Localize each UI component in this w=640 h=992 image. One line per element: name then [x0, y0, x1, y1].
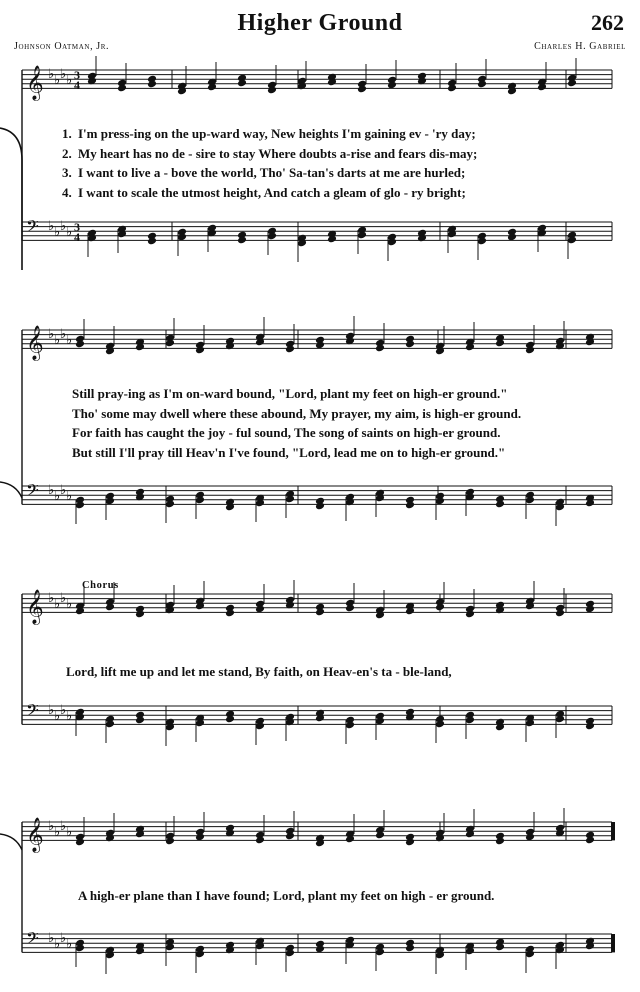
flat-icon: ♭: [60, 67, 67, 82]
flat-icon: ♭: [66, 73, 73, 88]
verses-first-lines: [62, 124, 477, 202]
flat-icon: ♭: [66, 333, 73, 348]
treble-clef-icon: 𝄞: [26, 65, 44, 101]
flat-icon: ♭: [66, 937, 73, 952]
composer-credit: Charles H. Gabriel: [534, 41, 626, 52]
time-signature-bottom: 4: [74, 78, 80, 92]
bass-clef-icon: 𝄢: [26, 480, 39, 504]
flat-icon: ♭: [66, 489, 73, 504]
chorus-label: Chorus: [82, 580, 119, 591]
hymn-number: 262: [591, 10, 624, 35]
flat-icon: ♭: [48, 819, 55, 834]
flat-icon: ♭: [60, 483, 67, 498]
treble-clef-icon: 𝄞: [26, 325, 44, 361]
flat-icon: ♭: [66, 225, 73, 240]
flat-icon: ♭: [48, 219, 55, 234]
flat-icon: ♭: [54, 825, 61, 840]
flat-icon: ♭: [60, 819, 67, 834]
flat-icon: ♭: [48, 483, 55, 498]
flat-icon: ♭: [66, 597, 73, 612]
final-barline: [611, 934, 615, 952]
flat-icon: ♭: [66, 825, 73, 840]
verses-second-lines: [72, 384, 521, 462]
flat-icon: ♭: [60, 591, 67, 606]
page-edge-bracket: [0, 120, 26, 270]
page-edge-mark: [0, 478, 26, 506]
flat-icon: ♭: [60, 703, 67, 718]
flat-icon: ♭: [48, 67, 55, 82]
flat-icon: ♭: [54, 225, 61, 240]
flat-icon: ♭: [48, 703, 55, 718]
flat-icon: ♭: [54, 73, 61, 88]
hymn-title: Higher Ground: [237, 10, 403, 36]
verse-line: 3. I want to live a - bove the world, Tho' Sa-tan's darts at me are hurled;: [62, 165, 466, 180]
time-signature-bottom: 4: [74, 230, 80, 244]
chorus-line-1: Lord, lift me up and let me stand, By faith, on Heav-en's ta - ble-land,: [66, 664, 452, 679]
page-edge-mark: [0, 830, 26, 858]
flat-icon: ♭: [60, 219, 67, 234]
verse-line: Tho' some may dwell where these abound, My prayer, my aim, is high-er ground.: [72, 405, 522, 421]
flat-icon: ♭: [60, 327, 67, 342]
flat-icon: ♭: [60, 931, 67, 946]
flat-icon: ♭: [54, 709, 61, 724]
final-barline: [611, 822, 615, 840]
verse-line: For faith has caught the joy - ful sound, The song of saints on high-er ground.: [72, 425, 501, 440]
treble-clef-icon: 𝄞: [26, 589, 44, 625]
verse-line: 4. I want to scale the utmost height, And catch a gleam of glo - ry bright;: [62, 184, 466, 200]
flat-icon: ♭: [48, 931, 55, 946]
bass-clef-icon: 𝄢: [26, 216, 39, 240]
flat-icon: ♭: [54, 489, 61, 504]
flat-icon: ♭: [54, 597, 61, 612]
verse-line: Still pray-ing as I'm on-ward bound, "Lord, plant my feet on high-er ground.": [72, 386, 508, 401]
author-credit: Johnson Oatman, Jr.: [14, 41, 110, 52]
bass-clef-icon: 𝄢: [26, 700, 39, 724]
bass-clef-icon: 𝄢: [26, 928, 39, 952]
chorus-line-2: A high-er plane than I have found; Lord, plant my feet on high - er ground.: [78, 888, 495, 903]
flat-icon: ♭: [54, 937, 61, 952]
flat-icon: ♭: [66, 709, 73, 724]
flat-icon: ♭: [48, 591, 55, 606]
time-signature-top: 3: [74, 220, 80, 234]
verse-line: 1. I'm press-ing on the up-ward way, New heights I'm gaining ev - 'ry day;: [62, 126, 476, 141]
treble-clef-icon: 𝄞: [26, 817, 44, 853]
verse-line: But still I'll pray till Heav'n I've found, "Lord, lead me on to high-er ground.": [72, 444, 506, 460]
time-signature-top: 3: [74, 68, 80, 82]
flat-icon: ♭: [54, 333, 61, 348]
verse-line: 2. My heart has no de - sire to stay Where doubts a-rise and fears dis-may;: [62, 145, 478, 161]
flat-icon: ♭: [48, 327, 55, 342]
